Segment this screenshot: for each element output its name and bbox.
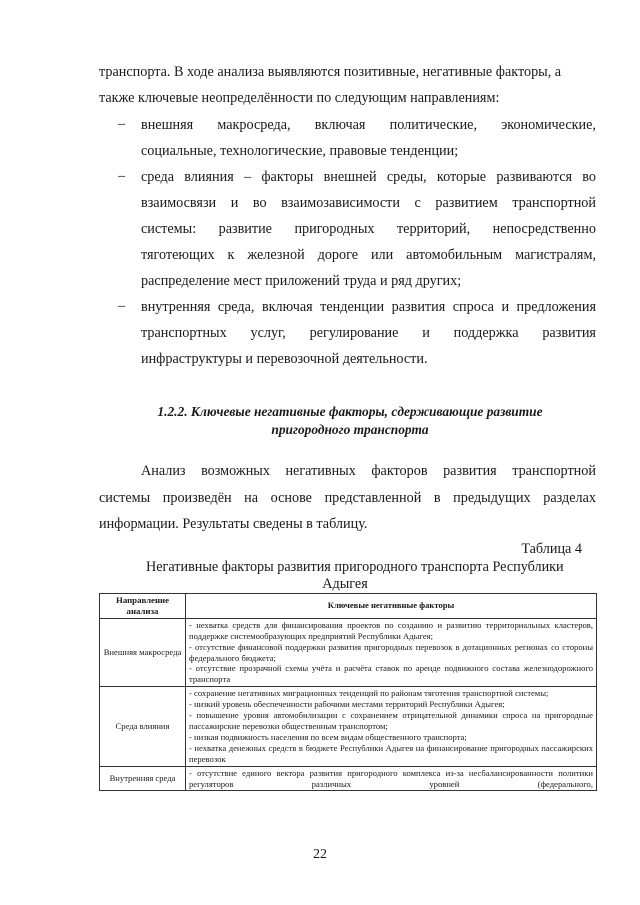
word: и <box>422 325 430 341</box>
word: пригородных <box>294 221 375 237</box>
word: развитие <box>218 221 272 237</box>
word: системы <box>99 490 151 506</box>
word: транспортных <box>141 325 227 341</box>
word: предыдущих <box>453 490 531 506</box>
word: факторов <box>371 463 428 479</box>
intro-line-2: также ключевые неопределённости по следующим направлениям: <box>99 90 500 106</box>
factor-item: - низкая подвижность населения по всем видам общественного транспорта; <box>189 731 467 742</box>
word: системы: <box>141 221 197 237</box>
bullet-3-line-1: внутренняя среда, включая тенденции развития спроса и предложения <box>141 299 596 315</box>
word: макросреда, <box>217 117 291 133</box>
factor-item: - отсутствие прозрачной схемы учёта и расчёта ставок по аренде подвижного состава железнодорожного транспорта <box>189 663 593 685</box>
factors-table <box>99 593 597 791</box>
word: в <box>433 490 441 506</box>
bullet-3-line-3: инфраструктуры и перевозочной деятельности. <box>141 351 428 367</box>
word: основе <box>270 490 312 506</box>
table-row <box>100 766 597 791</box>
word: услуг, <box>250 325 286 341</box>
word: экономические, <box>501 117 596 133</box>
table-cell-direction: Среда влияния <box>100 687 186 766</box>
bullet-2-line-4: тяготеющих к железной дороге или автомобильным магистралям, <box>141 247 596 263</box>
bullet-dash-1: – <box>118 116 126 132</box>
intro-line-1 <box>99 63 596 81</box>
bullet-1-line-2: социальные, технологические, правовые тенденции; <box>141 143 459 159</box>
table-row <box>100 687 597 766</box>
bullet-3-line-2 <box>141 324 596 342</box>
factor-item: - отсутствие финансовой поддержки развития пригородных перевозок в дотационных регионах со стороны федерального бюджета; <box>189 641 593 663</box>
word: поддержка <box>453 325 519 341</box>
word: политические, <box>389 117 478 133</box>
table-cell-direction: Внутренняя среда <box>100 766 186 791</box>
word: произведён <box>162 490 232 506</box>
page-number: 22 <box>313 847 327 862</box>
bullet-2-line-2: взаимосвязи и во взаимозависимости с развитием транспортной <box>141 195 596 211</box>
table-header-direction: Направление анализа <box>100 594 186 619</box>
word: территорий, <box>396 221 471 237</box>
bullet-2-line-3 <box>141 220 596 238</box>
factor-item: - отсутствие единого вектора развития пригородного комплекса из-за несбалансированности политики регуляторов различных уровней (федерального, <box>189 767 593 789</box>
section-heading-line-1: 1.2.2. Ключевые негативные факторы, сдерживающие развитие <box>157 404 543 419</box>
word: возможных <box>201 463 270 479</box>
para-line-3: информации. Результаты сведены в таблицу. <box>99 516 368 532</box>
table-header-factors: Ключевые негативные факторы <box>186 594 597 619</box>
word: негативных <box>285 463 356 479</box>
intro-text-1: транспорта. В ходе анализа выявляются позитивные, негативные факторы, а <box>99 64 562 80</box>
table-cell-factors <box>186 618 597 686</box>
bullet-1-line-1 <box>141 116 596 134</box>
word: представленной <box>324 490 422 506</box>
word: включая <box>314 117 366 133</box>
factor-item: - повышение уровня автомобилизации с сохранением отрицательной динамики спроса на пригородные пассажирские перевозки общественным транспортом; <box>189 710 593 731</box>
factor-item: - сохранение негативных миграционных тенденций по районам тяготения транспортной системы; <box>189 688 549 699</box>
word: на <box>244 490 259 506</box>
bullet-2-line-5: распределение мест приложений труда и ряд других; <box>141 273 462 289</box>
factor-item: - низкий уровень обеспеченности рабочими местами территорий Республики Адыгея; <box>189 699 505 710</box>
table-row <box>100 618 597 686</box>
section-heading-line-2: пригородного транспорта <box>271 422 429 437</box>
bullet-dash-3: – <box>118 298 126 314</box>
word: транспортной <box>512 463 596 479</box>
bullet-dash-2: – <box>118 168 126 184</box>
word: разделах <box>543 490 596 506</box>
table-number: Таблица 4 <box>521 541 582 557</box>
factor-item: - нехватка средств для финансирования проектов по созданию и развитию территориальных кластеров, поддержке системообразующих предприятий Республики Адыгея; <box>189 619 593 641</box>
table-title-line-1: Негативные факторы развития пригородного транспорта Республики <box>146 559 564 575</box>
table-cell-direction: Внешняя макросреда <box>100 618 186 686</box>
bullet-2-line-1: среда влияния – факторы внешней среды, которые развиваются во <box>141 169 596 185</box>
table-cell-factors <box>186 766 597 791</box>
word: Анализ <box>141 463 186 479</box>
word: развития <box>443 463 497 479</box>
para-line-1 <box>141 462 596 480</box>
word: регулирование <box>309 325 399 341</box>
table-title-line-2: Адыгея <box>322 576 368 592</box>
factor-item: - нехватка денежных средств в бюджете Республики Адыгея на финансирование пригородных пассажирских перевозок <box>189 742 593 764</box>
word: развития <box>542 325 596 341</box>
table-cell-factors <box>186 687 597 766</box>
word: непосредственно <box>492 221 596 237</box>
para-line-2 <box>99 489 596 507</box>
table-header-row <box>100 594 597 619</box>
word: внешняя <box>141 117 194 133</box>
